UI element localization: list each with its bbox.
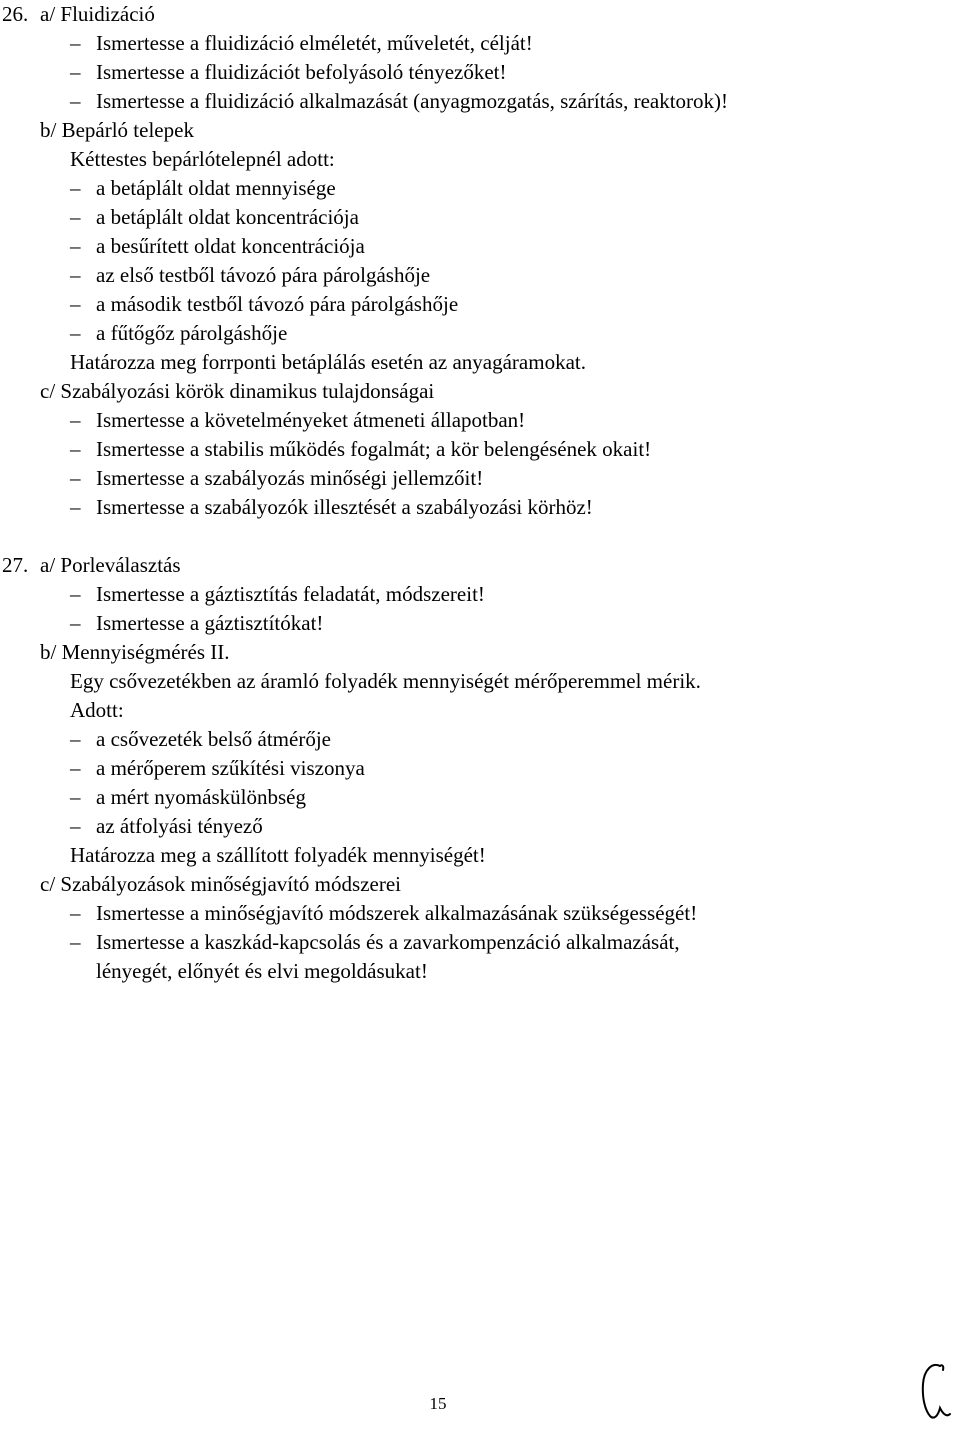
question-number: 26.: [2, 2, 29, 26]
list-item-text: Ismertesse a követelményeket átmeneti állapotban!: [96, 408, 526, 432]
list-item-text: a csővezeték belső átmérője: [96, 727, 331, 751]
list-item-text: Ismertesse a minőségjavító módszerek alkalmazásának szükségességét!: [96, 901, 698, 925]
list-item: – a második testből távozó pára párolgáshője: [70, 292, 459, 316]
list-item: – Ismertesse a stabilis működés fogalmát; a kör belengésének okait!: [70, 437, 652, 461]
question-number: 27.: [2, 553, 29, 577]
list-item-text: Ismertesse a szabályozás minőségi jellemzőit!: [96, 466, 484, 490]
handwritten-signature: [918, 1358, 954, 1422]
section-heading: b/ Bepárló telepek: [40, 118, 194, 142]
list-item: – Ismertesse a szabályozók illesztését a szabályozási körhöz!: [70, 495, 593, 519]
section-heading: c/ Szabályozások minőségjavító módszerei: [40, 872, 401, 896]
section-task: Határozza meg a szállított folyadék mennyiségét!: [70, 843, 486, 867]
list-item: – a csővezeték belső átmérője: [70, 727, 331, 751]
page-number: 15: [429, 1394, 447, 1413]
list-item-text: Ismertesse a szabályozók illesztését a szabályozási körhöz!: [96, 495, 593, 519]
list-item: – a mért nyomáskülönbség: [70, 785, 306, 809]
list-item: – az első testből távozó pára párolgáshője: [70, 263, 431, 287]
list-item: – Ismertesse a fluidizációt befolyásoló tényezőket!: [70, 60, 507, 84]
list-item-text: a mért nyomáskülönbség: [96, 785, 306, 809]
list-item-text: az átfolyási tényező: [96, 814, 263, 838]
section-heading: b/ Mennyiségmérés II.: [40, 640, 230, 664]
list-item: – a mérőperem szűkítési viszonya: [70, 756, 365, 780]
list-item: – Ismertesse a kaszkád-kapcsolás és a zavarkompenzáció alkalmazását,: [70, 930, 680, 954]
section-intro: Kéttestes bepárlótelepnél adott:: [70, 147, 335, 171]
list-item-text: Ismertesse a gáztisztítókat!: [96, 611, 324, 635]
list-item-text: a fűtőgőz párolgáshője: [96, 321, 288, 345]
list-item-text: Ismertesse a fluidizáció alkalmazását (anyagmozgatás, szárítás, reaktorok)!: [96, 89, 729, 113]
list-item-text: Ismertesse a fluidizáció elméletét, műveletét, célját!: [96, 31, 533, 55]
list-item-text: Ismertesse a gáztisztítás feladatát, módszereit!: [96, 582, 485, 606]
list-item-text: a második testből távozó pára párolgáshője: [96, 292, 459, 316]
list-item: – Ismertesse a fluidizáció alkalmazását (anyagmozgatás, szárítás, reaktorok)!: [70, 89, 729, 113]
list-item-text: az első testből távozó pára párolgáshője: [96, 263, 431, 287]
list-item: – a betáplált oldat koncentrációja: [70, 205, 359, 229]
section-heading: a/ Porleválasztás: [40, 553, 181, 577]
list-item: – az átfolyási tényező: [70, 814, 263, 838]
list-item-text: a mérőperem szűkítési viszonya: [96, 756, 365, 780]
list-item-text: Ismertesse a kaszkád-kapcsolás és a zavarkompenzáció alkalmazását,: [96, 930, 680, 954]
section-given: Adott:: [70, 698, 124, 722]
list-item: – a fűtőgőz párolgáshője: [70, 321, 288, 345]
list-item: – Ismertesse a gáztisztítás feladatát, módszereit!: [70, 582, 485, 606]
section-heading: c/ Szabályozási körök dinamikus tulajdonságai: [40, 379, 435, 403]
list-item-text: Ismertesse a fluidizációt befolyásoló tényezőket!: [96, 60, 507, 84]
list-item: – Ismertesse a gáztisztítókat!: [70, 611, 324, 635]
section-intro: Egy csővezetékben az áramló folyadék mennyiségét mérőperemmel mérik.: [70, 669, 701, 693]
section-heading: a/ Fluidizáció: [40, 2, 155, 26]
list-item: – Ismertesse a követelményeket átmeneti állapotban!: [70, 408, 526, 432]
list-item: – Ismertesse a szabályozás minőségi jellemzőit!: [70, 466, 484, 490]
list-item: – Ismertesse a fluidizáció elméletét, műveletét, célját!: [70, 31, 533, 55]
list-item-text: a betáplált oldat mennyisége: [96, 176, 336, 200]
list-item-text: Ismertesse a stabilis működés fogalmát; a kör belengésének okait!: [96, 437, 652, 461]
list-item-text: a betáplált oldat koncentrációja: [96, 205, 359, 229]
list-item-continuation: lényegét, előnyét és elvi megoldásukat!: [96, 959, 428, 983]
list-item: – Ismertesse a minőségjavító módszerek alkalmazásának szükségességét!: [70, 901, 698, 925]
list-item: – a besűrített oldat koncentrációja: [70, 234, 365, 258]
list-item: – a betáplált oldat mennyisége: [70, 176, 336, 200]
list-item-text: a besűrített oldat koncentrációja: [96, 234, 365, 258]
section-task: Határozza meg forrponti betáplálás esetén az anyagáramokat.: [70, 350, 586, 374]
